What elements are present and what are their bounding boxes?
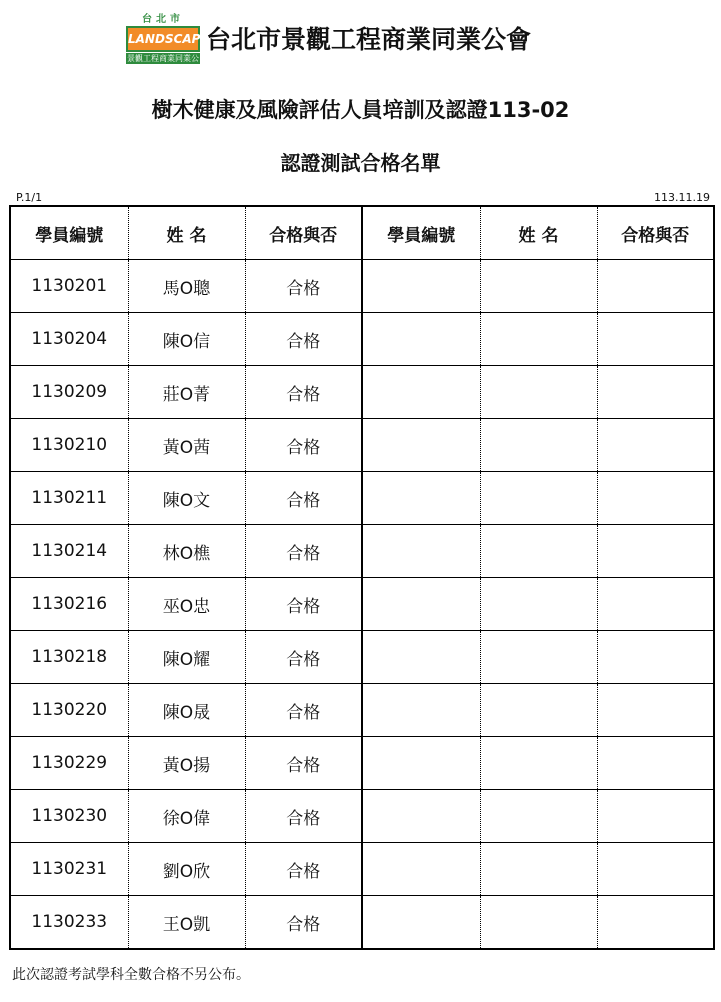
empty-cell [480, 737, 597, 790]
empty-cell [597, 419, 714, 472]
empty-cell [597, 737, 714, 790]
student-name-cell: 王O凱 [128, 896, 245, 950]
student-name-cell: 劉O欣 [128, 843, 245, 896]
student-name-cell: 莊O菁 [128, 366, 245, 419]
table-row [10, 260, 714, 313]
empty-cell [480, 313, 597, 366]
student-id-cell: 1130220 [10, 684, 128, 737]
student-name-cell: 林O樵 [128, 525, 245, 578]
result-cell: 合格 [245, 684, 362, 737]
table-row [10, 525, 714, 578]
result-cell: 合格 [245, 260, 362, 313]
header-student-id: 學員編號 [10, 206, 128, 260]
header-name: 姓 名 [480, 206, 597, 260]
organization-name: 台北市景觀工程商業同業公會 [206, 25, 532, 54]
student-id-cell: 1130218 [10, 631, 128, 684]
header-result: 合格與否 [245, 206, 362, 260]
student-id-cell: 1130201 [10, 260, 128, 313]
table-row [10, 843, 714, 896]
empty-cell [362, 896, 480, 950]
document-subtitle: 認證測試合格名單 [280, 151, 441, 175]
empty-cell [480, 684, 597, 737]
empty-cell [597, 843, 714, 896]
student-name-cell: 馬O聰 [128, 260, 245, 313]
empty-cell [362, 737, 480, 790]
student-name-cell: 陳O耀 [128, 631, 245, 684]
passed-roster-table [9, 205, 715, 950]
page-number: P.1/1 [16, 191, 43, 204]
student-id-cell: 1130211 [10, 472, 128, 525]
result-cell: 合格 [245, 313, 362, 366]
empty-cell [480, 366, 597, 419]
header-student-id: 學員編號 [362, 206, 480, 260]
result-cell: 合格 [245, 366, 362, 419]
result-cell: 合格 [245, 419, 362, 472]
empty-cell [362, 578, 480, 631]
empty-cell [362, 260, 480, 313]
header-name: 姓 名 [128, 206, 245, 260]
association-logo [126, 14, 209, 74]
empty-cell [597, 896, 714, 950]
student-name-cell: 陳O文 [128, 472, 245, 525]
result-cell: 合格 [245, 631, 362, 684]
empty-cell [597, 631, 714, 684]
footnote: 此次認證考試學科全數合格不另公布。 [12, 967, 250, 983]
empty-cell [480, 790, 597, 843]
empty-cell [362, 790, 480, 843]
student-name-cell: 黃O揚 [128, 737, 245, 790]
empty-cell [362, 472, 480, 525]
header-result: 合格與否 [597, 206, 714, 260]
table-row [10, 578, 714, 631]
student-name-cell: 巫O忠 [128, 578, 245, 631]
logo-bottom-text: 景觀工程商業同業公會 [127, 54, 199, 74]
empty-cell [362, 366, 480, 419]
empty-cell [480, 578, 597, 631]
document-title: 樹木健康及風險評估人員培訓及認證113-02 [151, 98, 570, 122]
empty-cell [597, 525, 714, 578]
table-row [10, 790, 714, 843]
empty-cell [480, 472, 597, 525]
student-name-cell: 徐O偉 [128, 790, 245, 843]
table-row [10, 366, 714, 419]
empty-cell [362, 419, 480, 472]
table-row [10, 472, 714, 525]
result-cell: 合格 [245, 737, 362, 790]
empty-cell [480, 631, 597, 684]
student-id-cell: 1130216 [10, 578, 128, 631]
result-cell: 合格 [245, 896, 362, 950]
student-id-cell: 1130230 [10, 790, 128, 843]
student-id-cell: 1130233 [10, 896, 128, 950]
student-name-cell: 黃O茜 [128, 419, 245, 472]
empty-cell [480, 260, 597, 313]
empty-cell [597, 790, 714, 843]
table-header-row [10, 206, 714, 260]
student-id-cell: 1130231 [10, 843, 128, 896]
table-row [10, 313, 714, 366]
student-id-cell: 1130214 [10, 525, 128, 578]
empty-cell [597, 366, 714, 419]
empty-cell [362, 843, 480, 896]
table-row [10, 896, 714, 950]
result-cell: 合格 [245, 525, 362, 578]
empty-cell [362, 525, 480, 578]
empty-cell [597, 684, 714, 737]
result-cell: 合格 [245, 790, 362, 843]
empty-cell [597, 472, 714, 525]
logo-top-text: 台北市 [142, 14, 184, 25]
empty-cell [480, 419, 597, 472]
table-row [10, 684, 714, 737]
student-id-cell: 1130204 [10, 313, 128, 366]
document-date: 113.11.19 [654, 191, 710, 204]
empty-cell [480, 896, 597, 950]
empty-cell [597, 313, 714, 366]
table-row [10, 419, 714, 472]
empty-cell [597, 260, 714, 313]
student-id-cell: 1130229 [10, 737, 128, 790]
result-cell: 合格 [245, 843, 362, 896]
student-name-cell: 陳O晟 [128, 684, 245, 737]
table-row [10, 737, 714, 790]
table-row [10, 631, 714, 684]
empty-cell [362, 631, 480, 684]
student-id-cell: 1130209 [10, 366, 128, 419]
empty-cell [480, 843, 597, 896]
result-cell: 合格 [245, 472, 362, 525]
student-id-cell: 1130210 [10, 419, 128, 472]
empty-cell [597, 578, 714, 631]
logo-band-text: LANDSCAPE [126, 26, 200, 52]
empty-cell [362, 313, 480, 366]
empty-cell [480, 525, 597, 578]
student-name-cell: 陳O信 [128, 313, 245, 366]
result-cell: 合格 [245, 578, 362, 631]
empty-cell [362, 684, 480, 737]
